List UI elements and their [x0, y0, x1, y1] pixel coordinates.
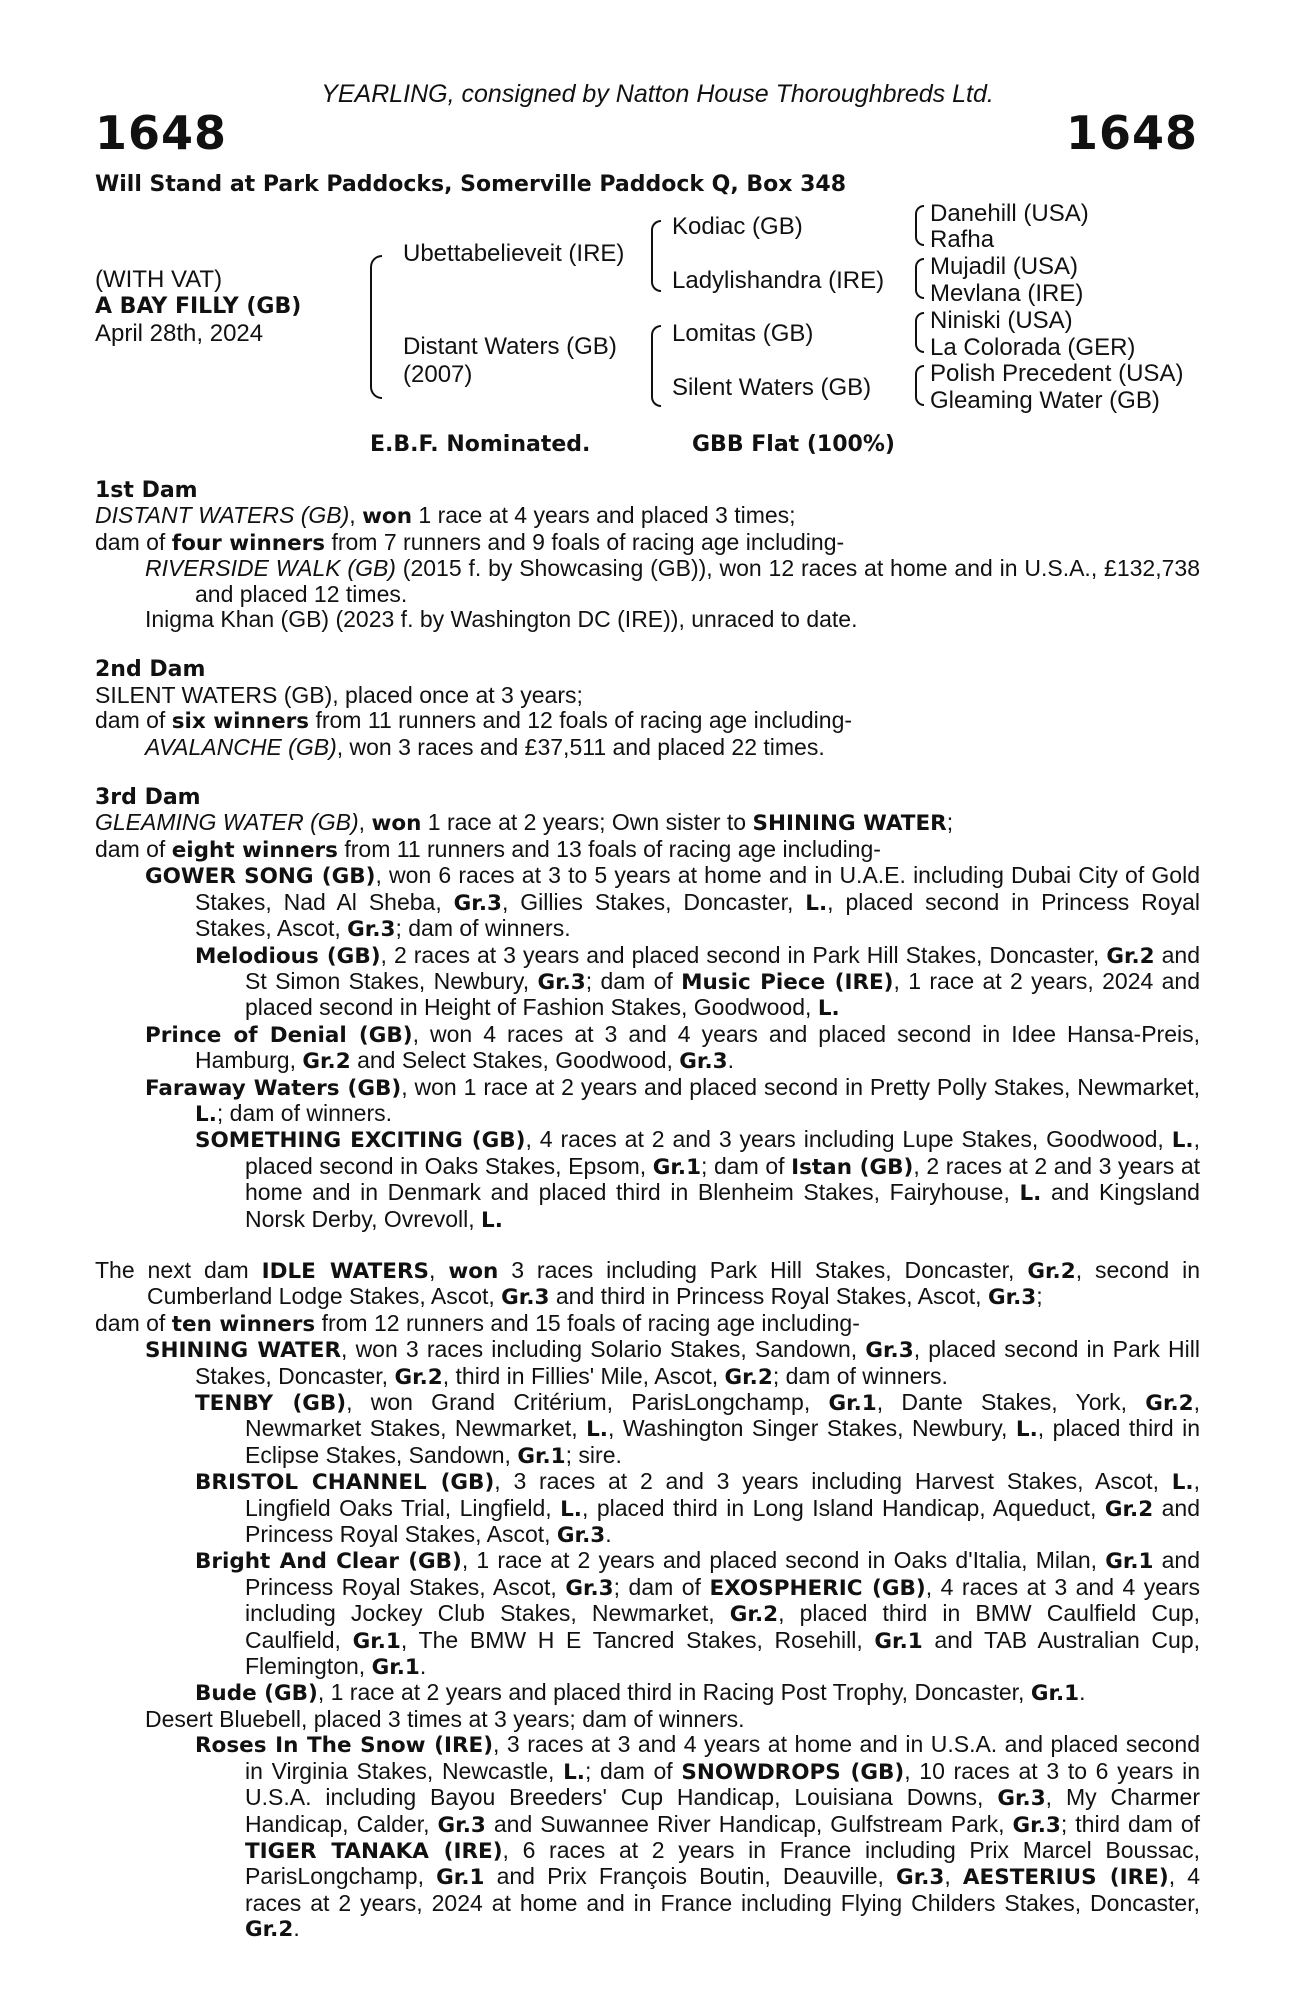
pedigree-entry: SILENT WATERS (GB), placed once at 3 years;: [95, 681, 583, 708]
pedigree-entry: Prince of Denial (GB), won 4 races at 3 and 4 years and placed second in Idee Hansa-Preis, Hamburg, Gr.2 and Select Stakes, Goodwood, Gr.3.: [145, 1020, 1200, 1075]
pedigree-entry: SHINING WATER, won 3 races including Solario Stakes, Sandown, Gr.3, placed second in Park Hill Stakes, Doncaster, Gr.2, third in Fillies' Mile, Ascot, Gr.2; dam of winners.: [145, 1336, 1200, 1390]
pedigree-entry: Faraway Waters (GB), won 1 race at 2 years and placed second in Pretty Polly Stakes, Newmarket, L.; dam of winners.: [145, 1073, 1200, 1127]
pedigree-entry: SOMETHING EXCITING (GB), 4 races at 2 and 3 years including Lupe Stakes, Goodwood, L., placed second in Oaks Stakes, Epsom, Gr.1; dam of Istan (GB), 2 races at 2 and 3 years at home and in Denmark and placed third in Blenheim Stakes, Fairyhouse, L. and Kingsland Norsk Derby, Ovrevoll, L.: [195, 1126, 1201, 1233]
horse-name: A BAY FILLY (GB): [95, 294, 302, 319]
dam: Distant Waters (GB): [403, 333, 617, 360]
great-grandparent: Niniski (USA): [930, 307, 1073, 334]
pedigree-entry: dam of eight winners from 11 runners and 13 foals of racing age including-: [95, 835, 881, 863]
great-grandparent: Mevlana (IRE): [930, 280, 1084, 307]
pedigree-entry: Inigma Khan (GB) (2023 f. by Washington DC (IRE)), unraced to date.: [145, 606, 858, 633]
great-grandparent: Danehill (USA): [930, 200, 1089, 227]
lot-number-right: 1648: [1065, 106, 1198, 160]
section-gap: [95, 632, 1200, 657]
brace-g4: [915, 365, 924, 406]
brace-g1: [915, 205, 924, 246]
brace-main: [370, 255, 382, 399]
pedigree-tree: [0, 0, 1315, 450]
sire-dam: Ladylishandra (IRE): [672, 267, 885, 294]
pedigree-entry: GLEAMING WATER (GB), won 1 race at 2 years; Own sister to SHINING WATER;: [95, 809, 954, 837]
pedigree-entry: dam of six winners from 11 runners and 12 foals of racing age including-: [95, 707, 853, 735]
sire-sire: Kodiac (GB): [672, 213, 803, 240]
pedigree-entry: Bright And Clear (GB), 1 race at 2 years and placed second in Oaks d'Italia, Milan, Gr.1 and Princess Royal Stakes, Ascot, Gr.3; dam of EXOSPHERIC (GB), 4 races at 3 and 4 years including Jockey Club Stakes, Newmarket, Gr.2, placed third in BMW Caulfield Cup, Caulfield, Gr.1, The BMW H E Tancred Stakes, Rosehill, Gr.1 and TAB Australian Cup, Flemington, Gr.1.: [195, 1547, 1201, 1681]
vat-label: (WITH VAT): [95, 266, 223, 293]
great-grandparent: Rafha: [930, 226, 995, 253]
great-grandparent: Gleaming Water (GB): [930, 387, 1160, 414]
section-heading: 1st Dam: [95, 478, 198, 503]
pedigree-entry: Desert Bluebell, placed 3 times at 3 years; dam of winners.: [145, 1705, 745, 1732]
great-grandparent: La Colorada (GER): [930, 334, 1136, 361]
brace-sire: [651, 220, 661, 292]
pedigree-entry: Melodious (GB), 2 races at 3 years and placed second in Park Hill Stakes, Doncaster, Gr.2 and St Simon Stakes, Newbury, Gr.3; dam of Music Piece (IRE), 1 race at 2 years, 2024 and placed second in Height of Fashion Stakes, Goodwood, L.: [195, 941, 1201, 1022]
pedigree-entry: dam of ten winners from 12 runners and 15 foals of racing age including-: [95, 1309, 860, 1337]
brace-g2: [915, 258, 924, 299]
section-gap: [95, 1233, 1200, 1258]
pedigree-entry: BRISTOL CHANNEL (GB), 3 races at 2 and 3 years including Harvest Stakes, Ascot, L., Lingfield Oaks Trial, Lingfield, L., placed third in Long Island Handicap, Aqueduct, Gr.2 and Princess Royal Stakes, Ascot, Gr.3.: [195, 1468, 1201, 1549]
foaling-date: April 28th, 2024: [95, 320, 264, 347]
pedigree-entry: RIVERSIDE WALK (GB) (2015 f. by Showcasing (GB)), won 12 races at home and in U.S.A., £132,738 and placed 12 times.: [145, 555, 1200, 607]
pedigree-entry: The next dam IDLE WATERS, won 3 races including Park Hill Stakes, Doncaster, Gr.2, second in Cumberland Lodge Stakes, Ascot, Gr.3 and third in Princess Royal Stakes, Ascot, Gr.3;: [95, 1256, 1200, 1311]
brace-dam: [651, 325, 661, 407]
pedigree-entry: GOWER SONG (GB), won 6 races at 3 to 5 years at home and in U.A.E. including Dubai City of Gold Stakes, Nad Al Sheba, Gr.3, Gillies Stakes, Doncaster, L., placed second in Princess Royal Stakes, Ascot, Gr.3; dam of winners.: [145, 862, 1200, 943]
lot-number-left: 1648: [95, 106, 228, 160]
great-grandparent: Mujadil (USA): [930, 253, 1079, 280]
sire: Ubettabelieveit (IRE): [403, 240, 625, 267]
dam-sire: Lomitas (GB): [672, 320, 814, 347]
gbb-flat-badge: GBB Flat (100%): [692, 432, 895, 457]
pedigree-entry: Roses In The Snow (IRE), 3 races at 3 and 4 years at home and in U.S.A. and placed second in Virginia Stakes, Newcastle, L.; dam of SNOWDROPS (GB), 10 races at 3 to 6 years in U.S.A. including Bayou Breeders' Cup Handicap, Louisiana Downs, Gr.3, My Charmer Handicap, Calder, Gr.3 and Suwannee River Handicap, Gulfstream Park, Gr.3; third dam of TIGER TANAKA (IRE), 6 races at 2 years in France including Prix Marcel Boussac, ParisLongchamp, Gr.1 and Prix François Boutin, Deauville, Gr.3, AESTERIUS (IRE), 4 races at 2 years, 2024 at home and in France including Flying Childers Stakes, Doncaster, Gr.2.: [195, 1731, 1201, 1943]
section-heading: 2nd Dam: [95, 657, 206, 683]
pedigree-entry: AVALANCHE (GB), won 3 races and £37,511 and placed 22 times.: [145, 733, 825, 760]
ebf-nominated-badge: E.B.F. Nominated.: [370, 432, 591, 457]
stand-location: Will Stand at Park Paddocks, Somerville Paddock Q, Box 348: [95, 172, 847, 197]
great-grandparent: Polish Precedent (USA): [930, 360, 1184, 387]
pedigree-entry: TENBY (GB), won Grand Critérium, ParisLongchamp, Gr.1, Dante Stakes, York, Gr.2, Newmarket Stakes, Newmarket, L., Washington Singer Stakes, Newbury, L., placed third in Eclipse Stakes, Sandown, Gr.1; sire.: [195, 1389, 1200, 1469]
brace-g3: [915, 312, 924, 353]
pedigree-entry: dam of four winners from 7 runners and 9 foals of racing age including-: [95, 528, 845, 556]
section-heading: 3rd Dam: [95, 785, 201, 811]
pedigree-entry: DISTANT WATERS (GB), won 1 race at 4 years and placed 3 times;: [95, 502, 796, 530]
section-gap: [95, 760, 1200, 785]
dam-year: (2007): [403, 361, 473, 388]
pedigree-entry: Bude (GB), 1 race at 2 years and placed third in Racing Post Trophy, Doncaster, Gr.1.: [195, 1679, 1086, 1707]
dam-dam: Silent Waters (GB): [672, 374, 872, 401]
dam-line-body: [95, 478, 1200, 1943]
consignment-line: YEARLING, consigned by Natton House Thoroughbreds Ltd.: [321, 80, 994, 108]
